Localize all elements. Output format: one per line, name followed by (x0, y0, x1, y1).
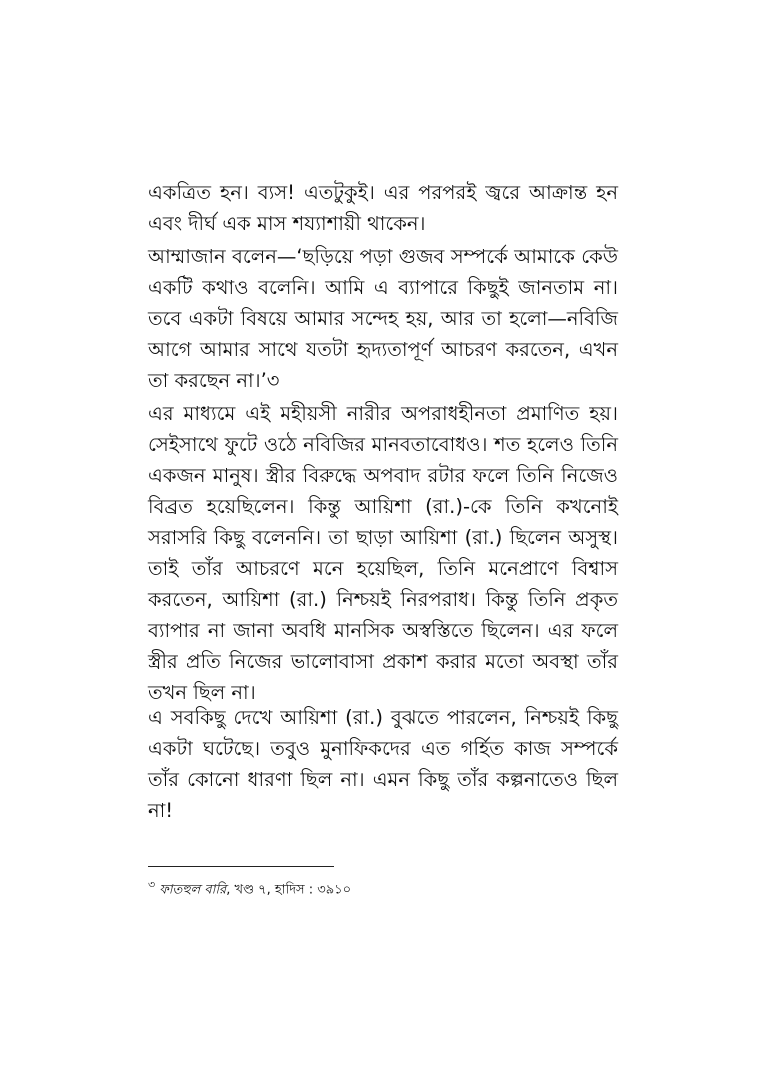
text-line: এ সবকিছু দেখে আয়িশা (রা.) বুঝতে পারলেন, নিশ্চয়ই কিছু (148, 706, 618, 729)
text-line: সেইসাথে ফুটে ওঠে নবিজির মানবতাবোধও। শত হলেও তিনি (148, 433, 618, 456)
paragraph-2 (148, 241, 618, 396)
text-line: তখন ছিল না। (148, 681, 256, 704)
text-line: সরাসরি কিছু বলেননি। তা ছাড়া আয়িশা (রা.) ছিলেন অসুস্থ। (148, 526, 618, 549)
text-line: তা করছেন না।’৩ (148, 369, 280, 392)
footnote-marker: ৩ (148, 878, 156, 891)
text-line: একজন মানুষ। স্ত্রীর বিরুদ্ধে অপবাদ রটার ফলে তিনি নিজেও (148, 464, 618, 487)
footnote-book-title: ফাতহুল বারি (159, 882, 227, 898)
text-line: একত্রিত হন। ব্যস! এতটুকুই। এর পরপরই জ্বরে আক্রান্ত হন (148, 181, 618, 204)
paragraph-3 (148, 398, 618, 708)
text-line: একটা ঘটেছে। তবুও মুনাফিকদের এত গর্হিত কাজ সম্পর্কে (148, 737, 618, 760)
paragraph-1 (148, 177, 618, 239)
text-line: এর মাধ্যমে এই মহীয়সী নারীর অপরাধহীনতা প্রমাণিত হয়। (148, 402, 618, 425)
text-line: আগে আমার সাথে যতটা হৃদ্যতাপূর্ণ আচরণ করতেন, এখন (148, 338, 618, 361)
footnote (148, 876, 351, 901)
text-line: ব্যাপার না জানা অবধি মানসিক অস্বস্তিতে ছিলেন। এর ফলে (148, 619, 618, 642)
text-line: তবে একটা বিষয়ে আমার সন্দেহ হয়, আর তা হলো—নবিজি (148, 307, 618, 330)
text-line: বিব্রত হয়েছিলেন। কিন্তু আয়িশা (রা.)-কে তিনি কখনোই (148, 495, 618, 518)
text-line: না! (148, 799, 174, 822)
paragraph-4 (148, 702, 618, 826)
footnote-divider (148, 866, 334, 867)
text-line: করতেন, আয়িশা (রা.) নিশ্চয়ই নিরপরাধ। কিন্তু তিনি প্রকৃত (148, 588, 618, 611)
text-line: একটি কথাও বলেনি। আমি এ ব্যাপারে কিছুই জানতাম না। (148, 276, 618, 299)
footnote-reference: , খণ্ড ৭, হাদিস : ৩৯১০ (226, 882, 352, 898)
text-line: এবং দীর্ঘ এক মাস শয্যাশায়ী থাকেন। (148, 212, 426, 235)
text-line: তাই তাঁর আচরণে মনে হয়েছিল, তিনি মনেপ্রাণে বিশ্বাস (148, 557, 618, 580)
text-line: তাঁর কোনো ধারণা ছিল না। এমন কিছু তাঁর কল্পনাতেও ছিল (148, 768, 618, 791)
text-line: স্ত্রীর প্রতি নিজের ভালোবাসা প্রকাশ করার মতো অবস্থা তাঁর (148, 650, 618, 673)
text-line: আম্মাজান বলেন—‘ছড়িয়ে পড়া গুজব সম্পর্কে আমাকে কেউ (148, 245, 618, 268)
